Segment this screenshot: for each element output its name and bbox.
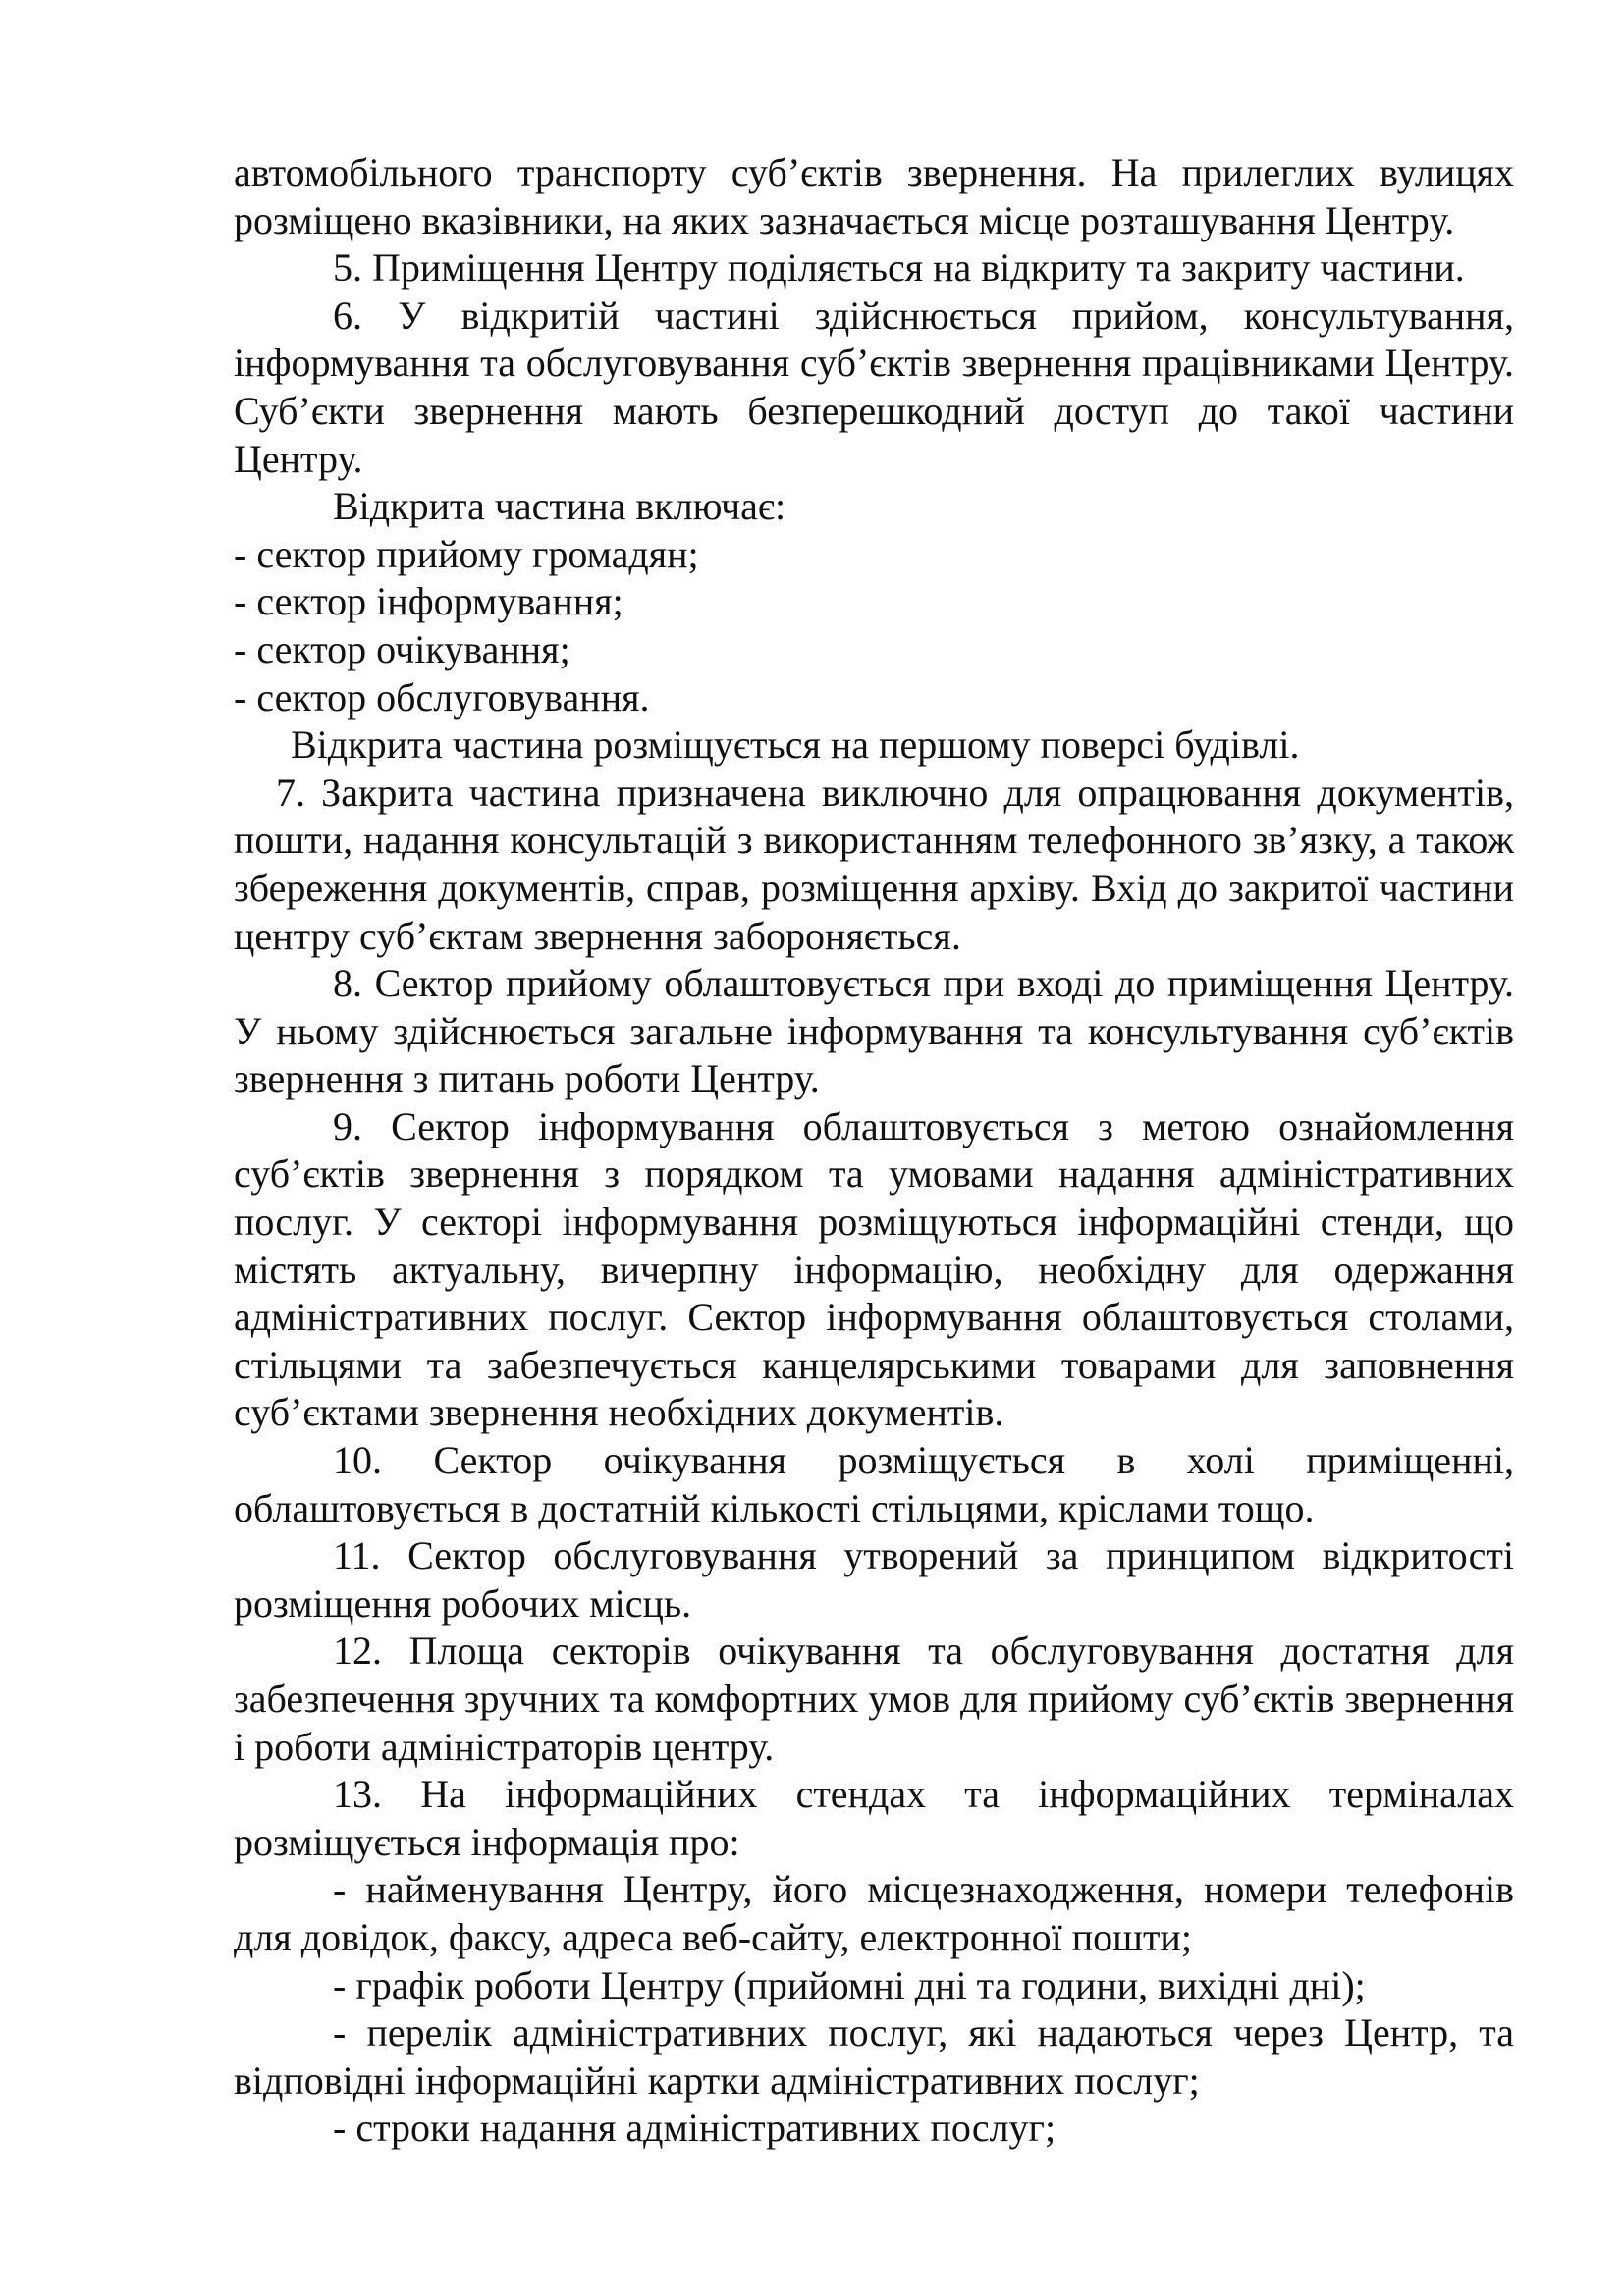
paragraph-item-5: 5. Приміщення Центру поділяється на відкриту та закриту частини. <box>333 245 1465 291</box>
list-item-waiting-sector: - сектор очікування; <box>234 626 570 671</box>
paragraph-open-part-floor: Відкрита частина розміщується на першому поверсі будівлі. <box>291 722 1300 768</box>
paragraph-item-9: 9. Сектор інформування облаштовується з метою ознайомлення суб’єктів звернення з порядком та умовами надання адміністративних послуг. У секторі інформування розміщуються інформаційні стенди, що містять актуальну, вичерпну інформацію, необхідну для одержання адміністративних послуг. Сектор інформування облаштовується столами, стільцями та забезпечується канцелярськими товарами для заповнення суб’єктами звернення необхідних документів. <box>234 1103 1514 1435</box>
paragraph-item-6: 6. У відкритій частині здійснюється прийом, консультування, інформування та обслуговування суб’єктів звернення працівниками Центру. Суб’єкти звернення мають безперешкодний доступ до такої частини Центру. <box>234 293 1514 481</box>
document-page <box>234 149 1514 2153</box>
paragraph-continuation: автомобільного транспорту суб’єктів звернення. На прилеглих вулицях розміщено вказівники, на яких зазначається місце розташування Центру. <box>234 150 1514 242</box>
list-item-information-sector: - сектор інформування; <box>234 579 623 624</box>
paragraph-item-13-schedule: - графік роботи Центру (прийомні дні та години, вихідні дні); <box>333 1962 1366 2007</box>
list-item-reception-sector: - сектор прийому громадян; <box>234 531 699 576</box>
paragraph-item-11: 11. Сектор обслуговування утворений за принципом відкритості розміщення робочих місць. <box>234 1533 1514 1626</box>
list-item-service-sector: - сектор обслуговування. <box>234 674 650 720</box>
paragraph-item-8: 8. Сектор прийому облаштовується при вході до приміщення Центру. У ньому здійснюється загальне інформування та консультування суб’єктів звернення з питань роботи Центру. <box>234 961 1514 1101</box>
paragraph-item-7: 7. Закрита частина призначена виключно для опрацювання документів, пошти, надання консультацій з використанням телефонного зв’язку, а також збереження документів, справ, розміщення архіву. Вхід до закритої частини центру суб’єктам звернення забороняється. <box>234 770 1514 958</box>
paragraph-item-12: 12. Площа секторів очікування та обслуговування достатня для забезпечення зручних та комфортних умов для прийому суб’єктів звернення і роботи адміністраторів центру. <box>234 1629 1514 1769</box>
paragraph-item-13-services-list: - перелік адміністративних послуг, які надаються через Центр, та відповідні інформаційні картки адміністративних послуг; <box>234 2010 1514 2103</box>
paragraph-item-13-name-location: - найменування Центру, його місцезнаходження, номери телефонів для довідок, факсу, адреса веб-сайту, електронної пошти; <box>234 1867 1514 1959</box>
paragraph-open-part-includes: Відкрита частина включає: <box>333 484 786 529</box>
paragraph-item-13: 13. На інформаційних стендах та інформаційних терміналах розміщується інформація про: <box>234 1772 1514 1864</box>
paragraph-item-10: 10. Сектор очікування розміщується в холі приміщенні, облаштовується в достатній кількості стільцями, кріслами тощо. <box>234 1438 1514 1530</box>
paragraph-item-13-deadlines: - строки надання адміністративних послуг; <box>333 2106 1056 2151</box>
